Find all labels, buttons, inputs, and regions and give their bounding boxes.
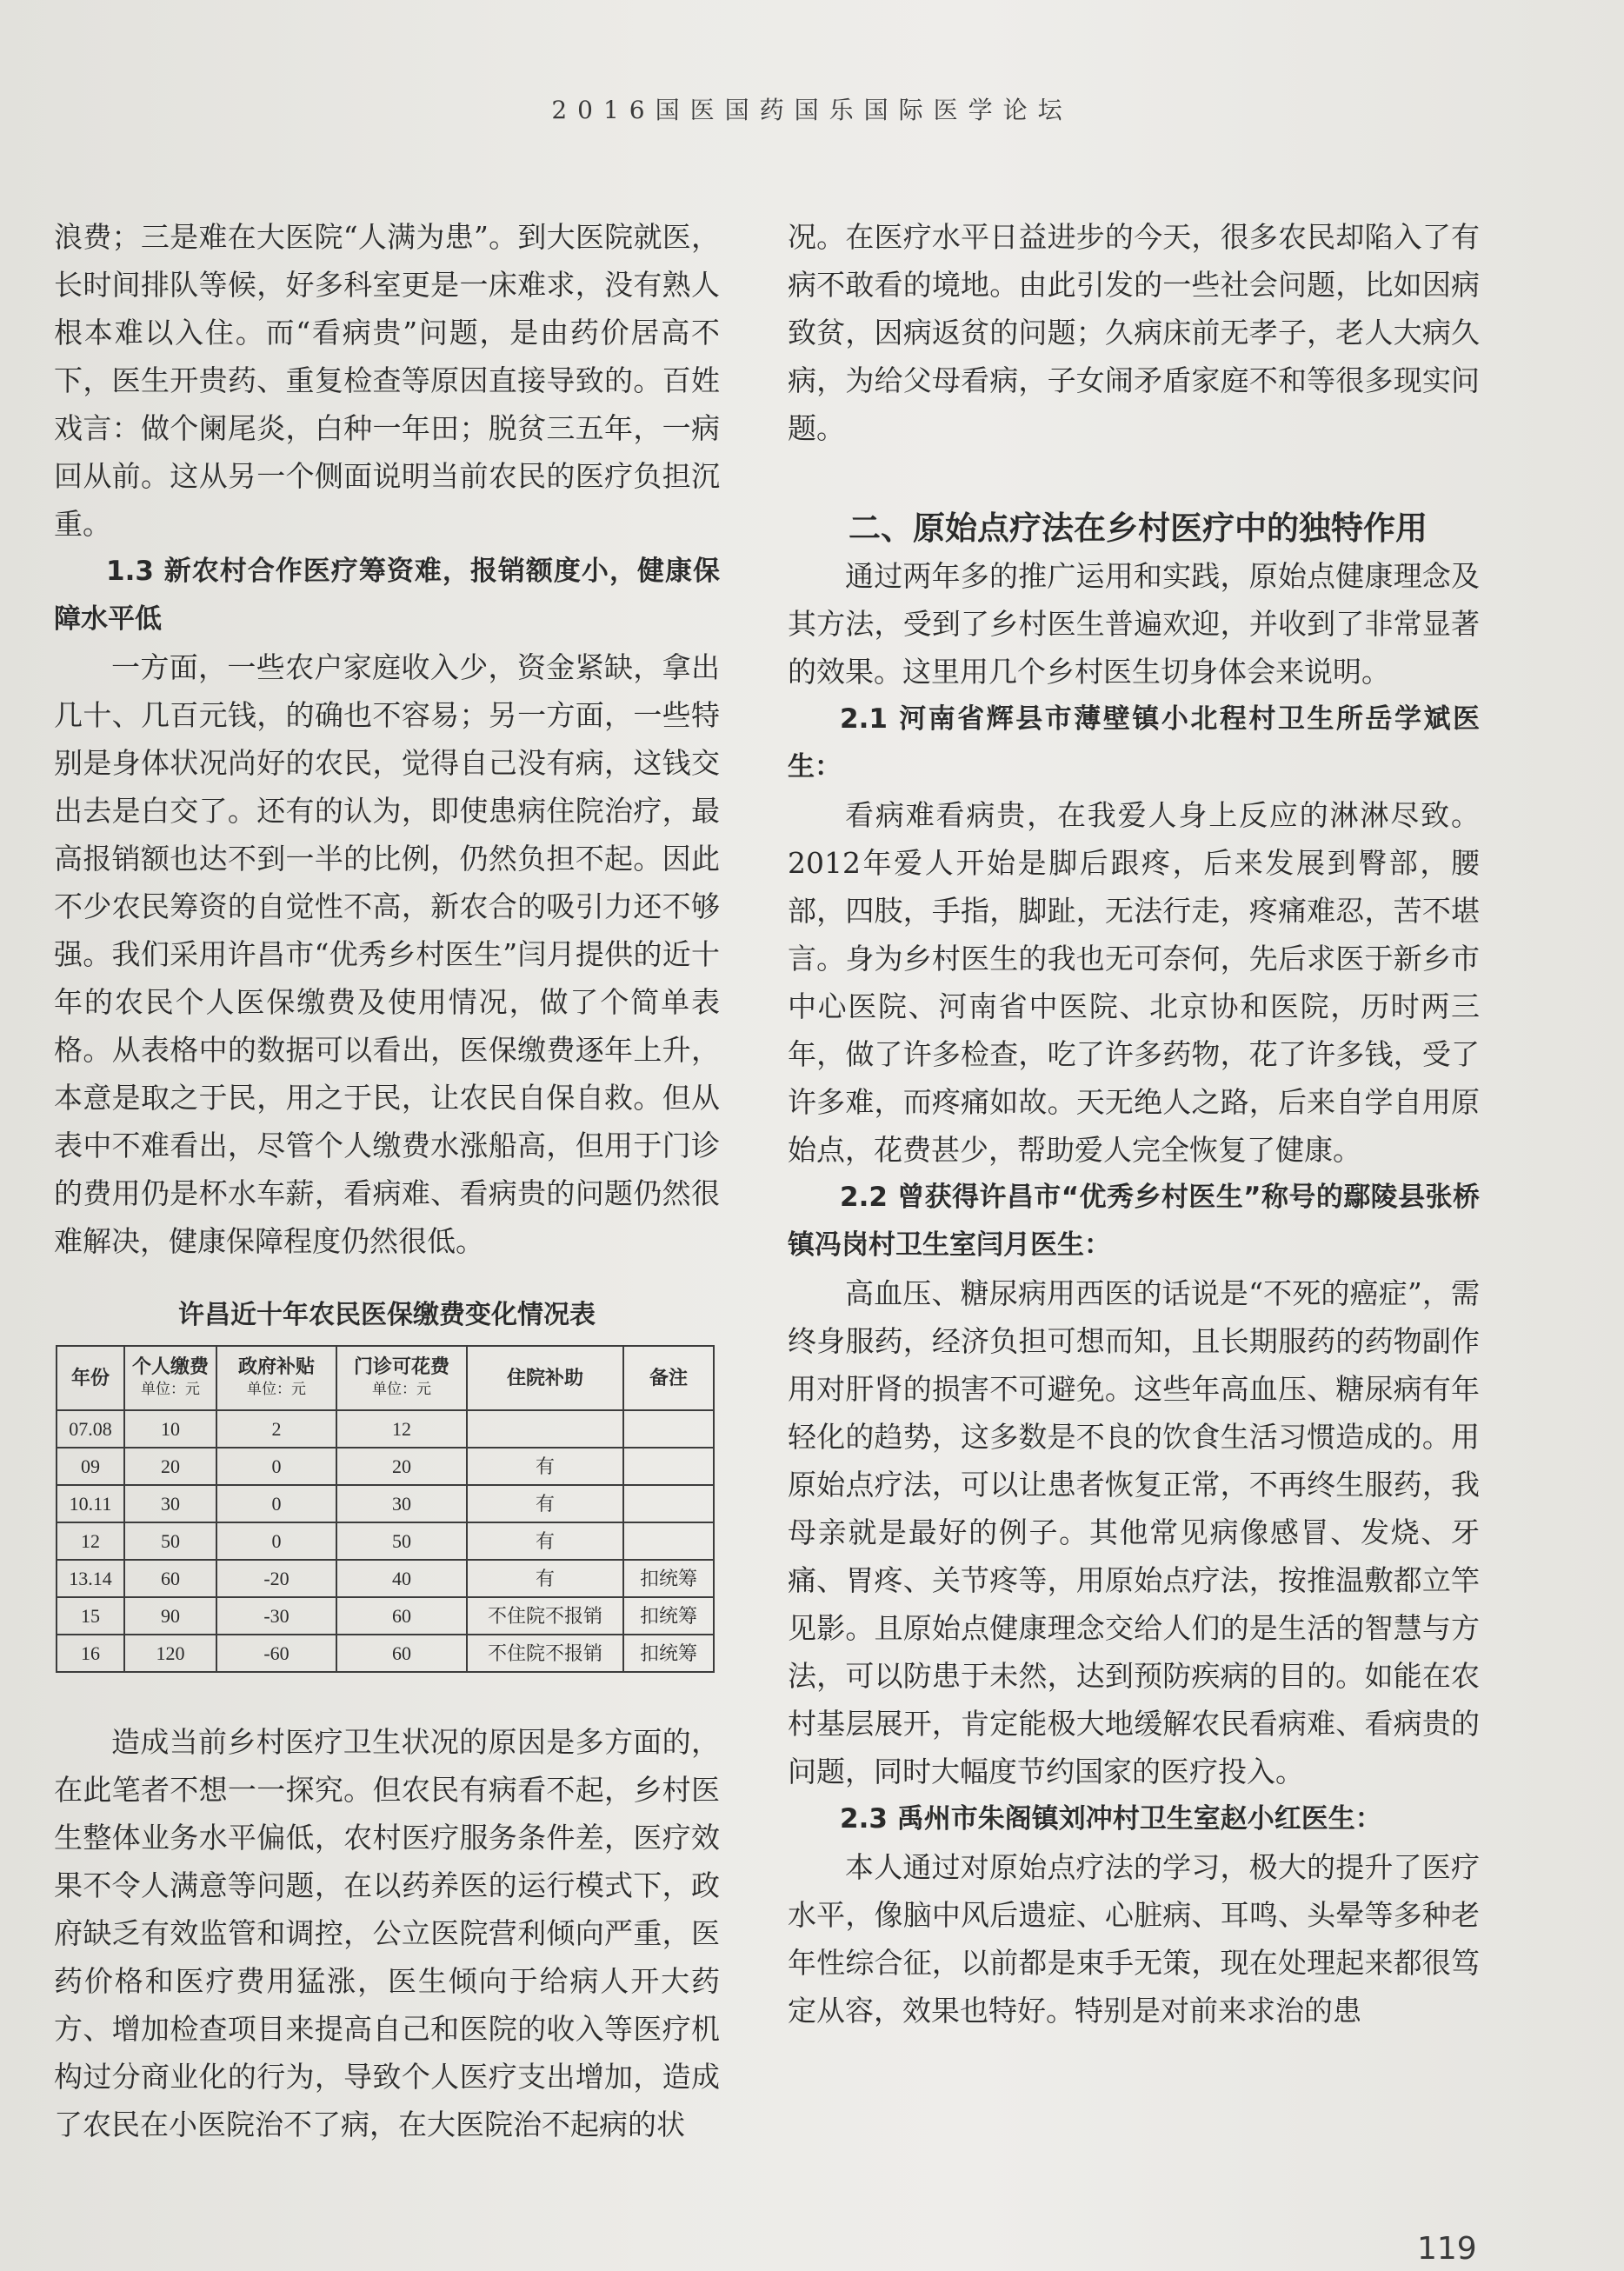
cell-inpatient: 有	[467, 1522, 623, 1560]
header-remarks: 备注	[623, 1346, 714, 1410]
cell-gov-subsidy: 0	[216, 1485, 336, 1522]
cell-inpatient: 不住院不报销	[467, 1597, 623, 1635]
section-2-intro: 通过两年多的推广运用和实践，原始点健康理念及其方法，受到了乡村医生普遍欢迎，并收到了非常显著的效果。这里用几个乡村医生切身体会来说明。	[788, 559, 1480, 689]
cell-inpatient: 有	[467, 1448, 623, 1485]
page-number: 119	[1417, 2231, 1477, 2267]
cell-inpatient	[467, 1410, 623, 1448]
header-personal-fee: 个人缴费 单位：元	[124, 1346, 216, 1410]
heading-1-3: 1.3 新农村合作医疗筹资难，报销额度小，健康保障水平低	[54, 556, 720, 635]
cell-remarks	[623, 1448, 714, 1485]
header-gov-subsidy: 政府补贴 单位：元	[216, 1346, 336, 1410]
paragraph-2-3: 本人通过对原始点疗法的学习，极大的提升了医疗水平，像脑中风后遗症、心脏病、耳鸣、头晕等多种老年性综合征，以前都是束手无策，现在处理起来都很笃定从容，效果也特好。特别是对前来求治的患	[788, 1850, 1480, 2028]
header-outpatient: 门诊可花费 单位：元	[336, 1346, 467, 1410]
cell-outpatient: 12	[336, 1410, 467, 1448]
cell-personal-fee: 60	[124, 1560, 216, 1597]
paragraph-opening: 浪费；三是难在大医院“人满为患”。到大医院就医，长时间排队等候，好多科室更是一床难求，没有熟人根本难以入住。而“看病贵”问题，是由药价居高不下，医生开贵药、重复检查等原因直接导致的。百姓戏言：做个阑尾炎，白种一年田；脱贫三五年，一病回从前。这从另一个侧面说明当前农民的医疗负担沉重。	[54, 220, 720, 541]
header-year: 年份	[57, 1346, 124, 1410]
cell-remarks: 扣统筹	[623, 1635, 714, 1672]
cell-year: 13.14	[57, 1560, 124, 1597]
cell-remarks	[623, 1485, 714, 1522]
table-row	[57, 1522, 714, 1560]
table-row	[57, 1635, 714, 1672]
table-row	[57, 1560, 714, 1597]
cell-remarks: 扣统筹	[623, 1560, 714, 1597]
cell-gov-subsidy: -20	[216, 1560, 336, 1597]
cell-personal-fee: 90	[124, 1597, 216, 1635]
cell-inpatient: 有	[467, 1560, 623, 1597]
heading-2-3: 2.3 禹州市朱阁镇刘冲村卫生室赵小红医生：	[840, 1803, 1382, 1835]
cell-remarks	[623, 1410, 714, 1448]
cell-outpatient: 20	[336, 1448, 467, 1485]
table-row	[57, 1597, 714, 1635]
section-2-heading: 二、原始点疗法在乡村医疗中的独特作用	[849, 509, 1428, 547]
table-header-row	[57, 1346, 714, 1410]
cell-year: 09	[57, 1448, 124, 1485]
cell-outpatient: 30	[336, 1485, 467, 1522]
table-row	[57, 1410, 714, 1448]
cell-gov-subsidy: -60	[216, 1635, 336, 1672]
cell-year: 10.11	[57, 1485, 124, 1522]
cell-outpatient: 40	[336, 1560, 467, 1597]
cell-personal-fee: 120	[124, 1635, 216, 1672]
running-header: 2016国医国药国乐国际医学论坛	[551, 96, 1073, 124]
table-row	[57, 1485, 714, 1522]
cell-remarks	[623, 1522, 714, 1560]
right-column	[788, 213, 1480, 2035]
cell-gov-subsidy: 2	[216, 1410, 336, 1448]
cell-gov-subsidy: 0	[216, 1522, 336, 1560]
paragraph-1-3: 一方面，一些农户家庭收入少，资金紧缺，拿出几十、几百元钱，的确也不容易；另一方面，一些特别是身体状况尚好的农民，觉得自己没有病，这钱交出去是白交了。还有的认为，即使患病住院治疗，最高报销额也达不到一半的比例，仍然负担不起。因此不少农民筹资的自觉性不高，新农合的吸引力还不够强。我们采用许昌市“优秀乡村医生”闫月提供的近十年的农民个人医保缴费及使用情况，做了个简单表格。从表格中的数据可以看出，医保缴费逐年上升，本意是取之于民，用之于民，让农民自保自救。但从表中不难看出，尽管个人缴费水涨船高，但用于门诊的费用仍是杯水车薪，看病难、看病贵的问题仍然很难解决，健康保障程度仍然很低。	[54, 650, 720, 1258]
paragraph-after-table: 造成当前乡村医疗卫生状况的原因是多方面的，在此笔者不想一一探究。但农民有病看不起，乡村医生整体业务水平偏低，农村医疗服务条件差，医疗效果不令人满意等问题，在以药养医的运行模式下，政府缺乏有效监管和调控，公立医院营利倾向严重，医药价格和医疗费用猛涨，医生倾向于给病人开大药方、增加检查项目来提高自己和医院的收入等医疗机构过分商业化的行为，导致个人医疗支出增加，造成了农民在小医院治不了病，在大医院治不起病的状	[54, 1725, 720, 2141]
paragraph-2-1: 看病难看病贵，在我爱人身上反应的淋淋尽致。2012年爱人开始是脚后跟疼，后来发展到臀部，腰部，四肢，手指，脚趾，无法行走，疼痛难忍，苦不堪言。身为乡村医生的我也无可奈何，先后求医于新乡市中心医院、河南省中医院、北京协和医院，历时两三年，做了许多检查，吃了许多药物，花了许多钱，受了许多难，而疼痛如故。天无绝人之路，后来自学自用原始点，花费甚少，帮助爱人完全恢复了健康。	[788, 798, 1480, 1167]
heading-2-1: 2.1 河南省辉县市薄壁镇小北程村卫生所岳学斌医生：	[788, 703, 1480, 783]
cell-year: 15	[57, 1597, 124, 1635]
left-column	[54, 213, 720, 2148]
cell-outpatient: 60	[336, 1635, 467, 1672]
cell-inpatient: 不住院不报销	[467, 1635, 623, 1672]
cell-inpatient: 有	[467, 1485, 623, 1522]
paragraph-2-2: 高血压、糖尿病用西医的话说是“不死的癌症”，需终身服药，经济负担可想而知，且长期服药的药物副作用对肝肾的损害不可避免。这些年高血压、糖尿病有年轻化的趋势，这多数是不良的饮食生活习惯造成的。用原始点疗法，可以让患者恢复正常，不再终生服药，我母亲就是最好的例子。其他常见病像感冒、发烧、牙痛、胃疼、关节疼等，用原始点疗法，按推温敷都立竿见影。且原始点健康理念交给人们的是生活的智慧与方法，可以防患于未然，达到预防疾病的目的。如能在农村基层展开，肯定能极大地缓解农民看病难、看病贵的问题，同时大幅度节约国家的医疗投入。	[788, 1276, 1480, 1788]
cell-personal-fee: 20	[124, 1448, 216, 1485]
cell-year: 07.08	[57, 1410, 124, 1448]
insurance-fee-table	[56, 1345, 715, 1673]
cell-remarks: 扣统筹	[623, 1597, 714, 1635]
paragraph-continued: 况。在医疗水平日益进步的今天，很多农民却陷入了有病不敢看的境地。由此引发的一些社会问题，比如因病致贫，因病返贫的问题；久病床前无孝子，老人大病久病，为给父母看病，子女闹矛盾家庭不和等很多现实问题。	[788, 220, 1480, 445]
cell-personal-fee: 30	[124, 1485, 216, 1522]
cell-personal-fee: 10	[124, 1410, 216, 1448]
cell-gov-subsidy: 0	[216, 1448, 336, 1485]
cell-year: 16	[57, 1635, 124, 1672]
cell-gov-subsidy: -30	[216, 1597, 336, 1635]
table-title: 许昌近十年农民医保缴费变化情况表	[178, 1300, 596, 1330]
cell-year: 12	[57, 1522, 124, 1560]
cell-outpatient: 60	[336, 1597, 467, 1635]
table-row	[57, 1448, 714, 1485]
header-inpatient: 住院补助	[467, 1346, 623, 1410]
heading-2-2: 2.2 曾获得许昌市“优秀乡村医生”称号的鄢陵县张桥镇冯岗村卫生室闫月医生：	[788, 1182, 1480, 1261]
cell-outpatient: 50	[336, 1522, 467, 1560]
cell-personal-fee: 50	[124, 1522, 216, 1560]
